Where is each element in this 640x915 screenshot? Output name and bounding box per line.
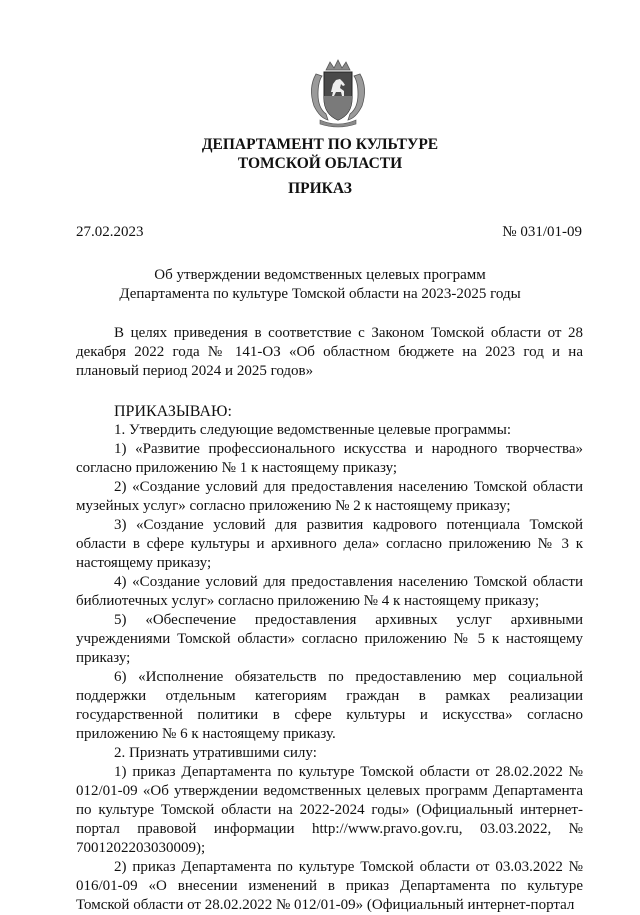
document-type: ПРИКАЗ xyxy=(288,180,352,197)
department-name-line2: ТОМСКОЙ ОБЛАСТИ xyxy=(237,155,403,172)
subject-line2: Департамента по культуре Томской области на 2023-2025 годы xyxy=(119,286,521,302)
order-number: № 031/01-09 xyxy=(502,224,582,240)
program-item: 5) «Обеспечение предоставления архивных услуг архивными учреждениями Томской области» согласно приложению № 5 к настоящему приказу; xyxy=(76,612,583,666)
program-item: 3) «Создание условий для развития кадрового потенциала Томской области в сфере культуры и архивного дела» согласно приложению № 3 к настоящему приказу; xyxy=(76,517,583,571)
order-subject xyxy=(0,266,640,304)
preamble: В целях приведения в соответствие с Законом Томской области от 28 декабря 2022 года № 141-ОЗ «Об областном бюджете на 2023 год и на плановый период 2024 и 2025 годов» xyxy=(76,325,583,379)
order-date: 27.02.2023 xyxy=(76,224,144,240)
department-name-line1: ДЕПАРТАМЕНТ ПО КУЛЬТУРЕ xyxy=(201,136,439,153)
repealed-item: 1) приказ Департамента по культуре Томской области от 28.02.2022 № 012/01-09 «Об утверждении ведомственных целевых программ Департамента по культуре Томской области на 2022-2024 годы» (Официальный интернет-портал правовой информации http://www.pravo.gov.ru, 03.03.2022, № 7001202203030009); xyxy=(76,764,583,856)
repealed-item: 2) приказ Департамента по культуре Томской области от 03.03.2022 № 016/01-09 «О внесении изменений в приказ Департамента по культуре Томской области от 28.02.2022 № 012/01-09» (Официальный интернет-портал xyxy=(76,859,583,913)
order-body xyxy=(76,324,583,915)
program-item: 6) «Исполнение обязательств по предоставлению мер социальной поддержки отдельным категориям граждан в рамках реализации государственной политики в сфере культуры и искусства» согласно приложению № 6 к настоящему приказу. xyxy=(76,669,583,742)
clause-2: 2. Признать утратившими силу: xyxy=(114,745,317,761)
program-item: 1) «Развитие профессионального искусства и народного творчества» согласно приложению № 1 к настоящему приказу; xyxy=(76,441,583,476)
clause-1: 1. Утвердить следующие ведомственные целевые программы: xyxy=(114,422,512,438)
decree-word: ПРИКАЗЫВАЮ: xyxy=(114,403,232,420)
subject-line1: Об утверждении ведомственных целевых программ xyxy=(154,267,486,283)
program-item: 2) «Создание условий для предоставления населению Томской области музейных услуг» согласно приложению № 2 к настоящему приказу; xyxy=(76,479,583,514)
program-item: 4) «Создание условий для предоставления населению Томской области библиотечных услуг» согласно приложению № 4 к настоящему приказу; xyxy=(76,574,583,609)
coat-of-arms-icon xyxy=(302,58,374,130)
